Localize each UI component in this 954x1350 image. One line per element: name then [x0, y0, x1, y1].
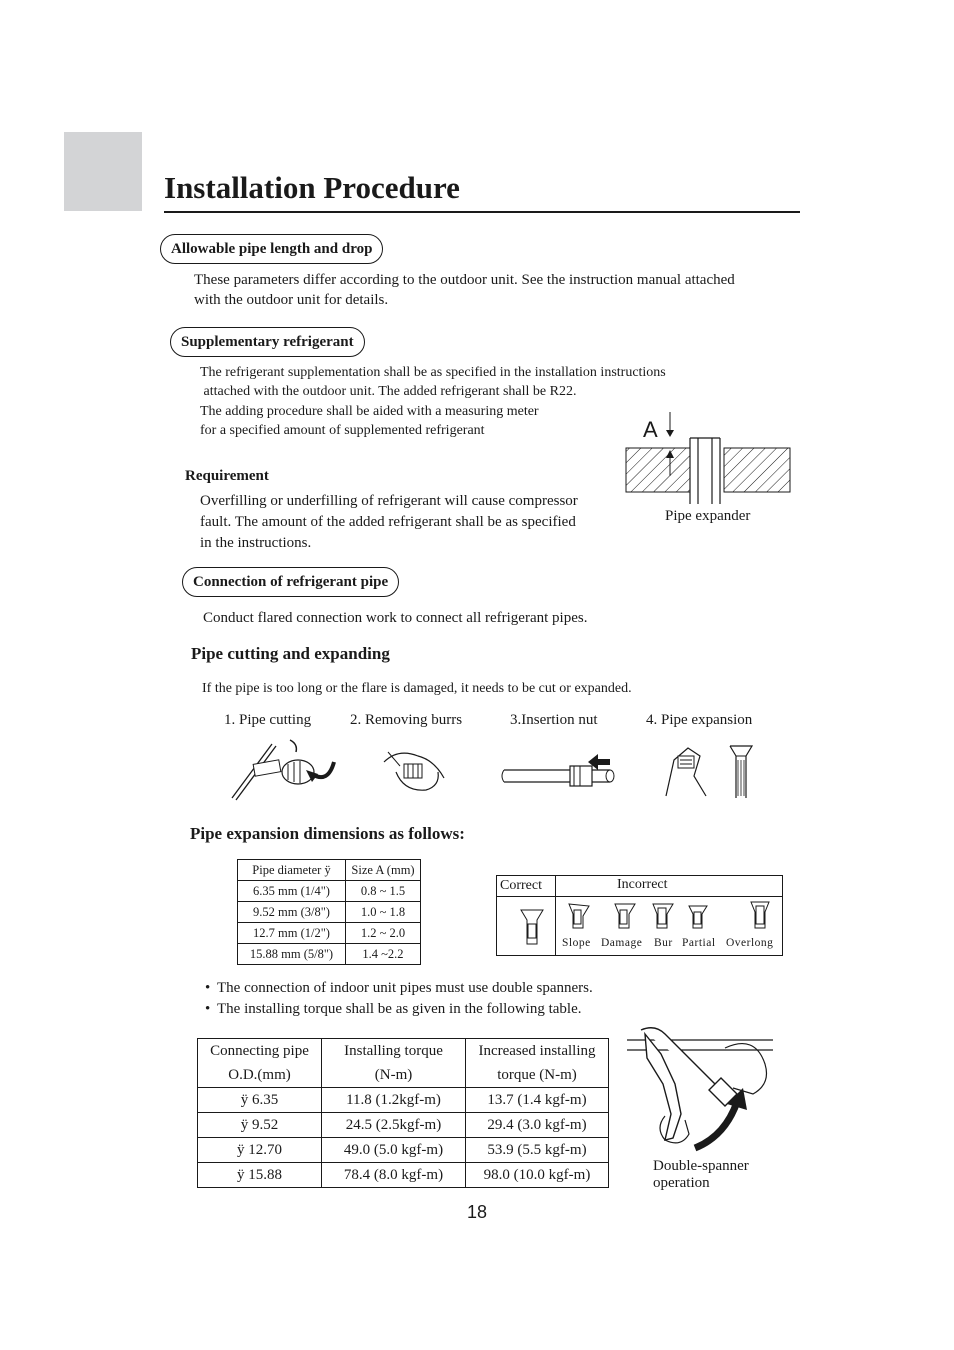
- section2-line-3: The adding procedure shall be aided with a measuring meter: [200, 404, 539, 419]
- table-cell: 1.0 ~ 1.8: [346, 902, 421, 923]
- table-cell: ÿ 9.52: [198, 1113, 322, 1138]
- table-cell: 24.5 (2.5kgf-m): [322, 1113, 466, 1138]
- pipe-cutter-illustration: [228, 738, 340, 802]
- flare-label-damage: Damage: [601, 937, 643, 949]
- flare-label-slope: Slope: [562, 937, 591, 949]
- figure-letter-a: A: [643, 417, 658, 442]
- double-spanner-caption-2: operation: [653, 1175, 710, 1191]
- flare-comparison-box: [496, 875, 783, 956]
- torque-table: [197, 1038, 609, 1188]
- table-cell: 78.4 (8.0 kgf-m): [322, 1163, 466, 1188]
- requirement-line-2: fault. The amount of the added refrigerant shall be as specified: [200, 514, 576, 530]
- requirement-line-3: in the instructions.: [200, 535, 312, 551]
- table-cell: 1.2 ~ 2.0: [346, 923, 421, 944]
- table-row: [238, 944, 421, 965]
- heading-connection-refrigerant-pipe: Connection of refrigerant pipe: [182, 567, 399, 597]
- insertion-nut-illustration: [500, 748, 618, 796]
- page-number: 18: [466, 1202, 488, 1222]
- table-cell: 15.88 mm (5/8"): [238, 944, 346, 965]
- header-line: Connecting pipe: [210, 1043, 309, 1059]
- page-title: Installation Procedure: [164, 170, 460, 205]
- table-cell: 11.8 (1.2kgf-m): [322, 1088, 466, 1113]
- table-row: [198, 1088, 609, 1113]
- section2-line-1: The refrigerant supplementation shall be as specified in the installation instructions: [200, 365, 666, 380]
- header-increased-torque: [466, 1039, 609, 1088]
- table-cell: ÿ 6.35: [198, 1088, 322, 1113]
- bullet-dot: •: [205, 980, 211, 996]
- double-spanner-illustration: [625, 1024, 775, 1160]
- table-cell: 9.52 mm (3/8"): [238, 902, 346, 923]
- table-row: [198, 1163, 609, 1188]
- flare-incorrect-label: Incorrect: [617, 877, 668, 892]
- table-cell: ÿ 15.88: [198, 1163, 322, 1188]
- column-header-size-a: Size A (mm): [346, 860, 421, 881]
- table-header-row: [238, 860, 421, 881]
- header-line: (N-m): [374, 1067, 413, 1083]
- requirement-heading: Requirement: [185, 468, 269, 484]
- bullet-item: [205, 999, 582, 1020]
- section1-line-2: with the outdoor unit for details.: [194, 292, 389, 308]
- pipe-cutting-heading: Pipe cutting and expanding: [191, 644, 390, 663]
- flare-correct-label: Correct: [500, 878, 542, 893]
- step-removing-burrs: 2. Removing burrs: [350, 712, 463, 728]
- header-installing-torque: [322, 1039, 466, 1088]
- bullet-text: The connection of indoor unit pipes must use double spanners.: [217, 980, 593, 996]
- pipe-dimensions-table: [237, 859, 421, 965]
- table-cell: 49.0 (5.0 kgf-m): [322, 1138, 466, 1163]
- table-cell: ÿ 12.70: [198, 1138, 322, 1163]
- table-cell: 0.8 ~ 1.5: [346, 881, 421, 902]
- table-cell: 1.4 ~2.2: [346, 944, 421, 965]
- flare-label-bur: Bur: [654, 937, 673, 949]
- header-connecting-pipe: [198, 1039, 322, 1088]
- section1-line-1: These parameters differ according to the outdoor unit. See the instruction manual attached: [194, 272, 735, 288]
- removing-burrs-illustration: [378, 742, 452, 796]
- heading-supplementary-refrigerant: Supplementary refrigerant: [170, 327, 365, 357]
- dimensions-heading: Pipe expansion dimensions as follows:: [190, 824, 465, 843]
- dimensions-table-wrap: [237, 859, 421, 965]
- table-cell: 29.4 (3.0 kgf-m): [466, 1113, 609, 1138]
- flare-label-overlong: Overlong: [726, 937, 774, 949]
- requirement-line-1: Overfilling or underfilling of refrigerant will cause compressor: [200, 493, 578, 509]
- table-row: [238, 923, 421, 944]
- table-row: [198, 1113, 609, 1138]
- table-cell: 13.7 (1.4 kgf-m): [466, 1088, 609, 1113]
- table-row: [238, 902, 421, 923]
- header-line: Increased installing: [478, 1043, 596, 1059]
- section2-line-4: for a specified amount of supplemented refrigerant: [200, 423, 485, 438]
- bullet-dot: •: [205, 1001, 211, 1017]
- heading-allowable-pipe-length: Allowable pipe length and drop: [160, 234, 383, 264]
- pipe-expansion-illustration: [660, 740, 760, 800]
- column-header-pipe-diameter: Pipe diameter ÿ: [238, 860, 346, 881]
- pipe-cutting-text: If the pipe is too long or the flare is damaged, it needs to be cut or expanded.: [202, 681, 632, 696]
- double-spanner-caption-1: Double-spanner: [653, 1158, 749, 1174]
- torque-table-wrap: [197, 1038, 609, 1188]
- section-tab-marker: [64, 132, 142, 211]
- step-pipe-expansion: 4. Pipe expansion: [646, 712, 753, 728]
- connection-text: Conduct flared connection work to connect all refrigerant pipes.: [203, 610, 588, 626]
- pipe-expander-caption: Pipe expander: [665, 508, 751, 524]
- flare-box-divider: [497, 896, 782, 897]
- bullet-item: [205, 978, 593, 999]
- table-row: [238, 881, 421, 902]
- table-header-row: [198, 1039, 609, 1088]
- header-line: Installing torque: [344, 1043, 443, 1059]
- step-pipe-cutting: 1. Pipe cutting: [224, 712, 312, 728]
- table-cell: 98.0 (10.0 kgf-m): [466, 1163, 609, 1188]
- header-line: O.D.(mm): [228, 1067, 291, 1083]
- header-line: torque (N-m): [497, 1067, 577, 1083]
- table-cell: 53.9 (5.5 kgf-m): [466, 1138, 609, 1163]
- table-row: [198, 1138, 609, 1163]
- flare-label-partial: Partial: [682, 937, 716, 949]
- section2-line-2: attached with the outdoor unit. The added refrigerant shall be R22.: [200, 384, 577, 399]
- step-insertion-nut: 3.Insertion nut: [510, 712, 598, 728]
- title-underline: [164, 211, 800, 213]
- table-cell: 12.7 mm (1/2"): [238, 923, 346, 944]
- table-cell: 6.35 mm (1/4"): [238, 881, 346, 902]
- bullet-text: The installing torque shall be as given in the following table.: [217, 1001, 582, 1017]
